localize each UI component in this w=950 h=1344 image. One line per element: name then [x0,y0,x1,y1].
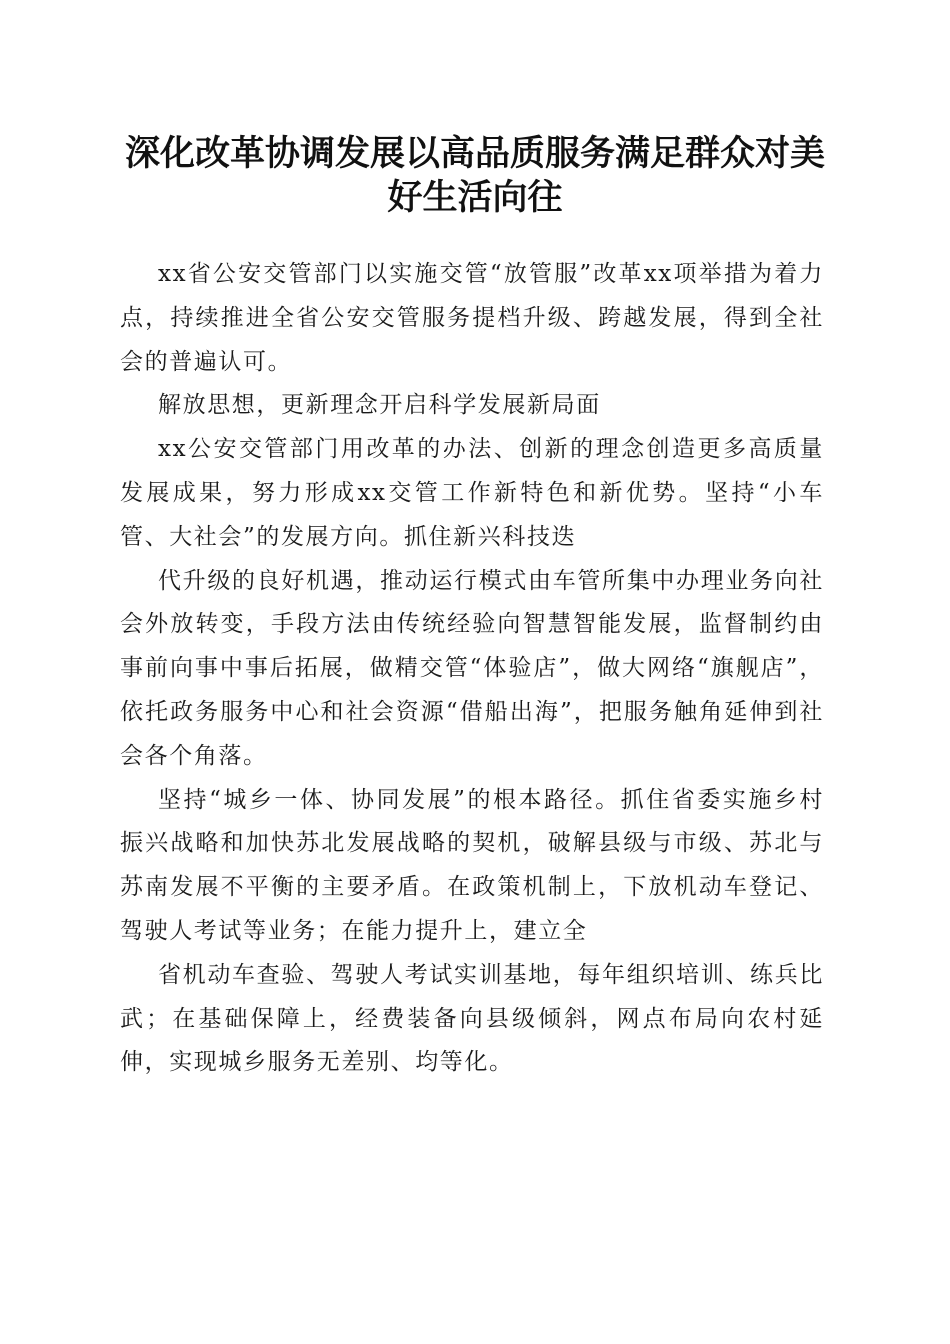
paragraph-intro: xx省公安交管部门以实施交管“放管服”改革xx项举措为着力点，持续推进全省公安交管服务提档升级、跨越发展，得到全社会的普遍认可。 [120,261,824,375]
paragraph-urban-rural: 坚持“城乡一体、协同发展”的根本路径。抓住省委实施乡村振兴战略和加快苏北发展战略的契机，破解县级与市级、苏北与苏南发展不平衡的主要矛盾。在政策机制上，下放机动车登记、驾驶人考试等业务；在能力提升上，建立全 [120,786,824,944]
paragraph-training-base: 省机动车查验、驾驶人考试实训基地，每年组织培训、练兵比武；在基础保障上，经费装备向县级倾斜，网点布局向农村延伸，实现城乡服务无差别、均等化。 [120,961,824,1076]
paragraph-section-heading: 解放思想，更新理念开启科学发展新局面 [158,392,601,419]
document-title: 深化改革协调发展以高品质服务满足群众对美好生活向往 [124,133,825,218]
document-body [120,253,824,1085]
paragraph-reform-approach: xx公安交管部门用改革的办法、创新的理念创造更多高质量发展成果，努力形成xx交管工作新特色和新优势。坚持“小车管、大社会”的发展方向。抓住新兴科技迭 [120,436,824,550]
paragraph-operation-mode: 代升级的良好机遇，推动运行模式由车管所集中办理业务向社会外放转变，手段方法由传统经验向智慧智能发展，监督制约由事前向事中事后拓展，做精交管“体验店”，做大网络“旗舰店”，依托政务服务中心和社会资源“借船出海”，把服务触角延伸到社会各个角落。 [120,567,824,769]
